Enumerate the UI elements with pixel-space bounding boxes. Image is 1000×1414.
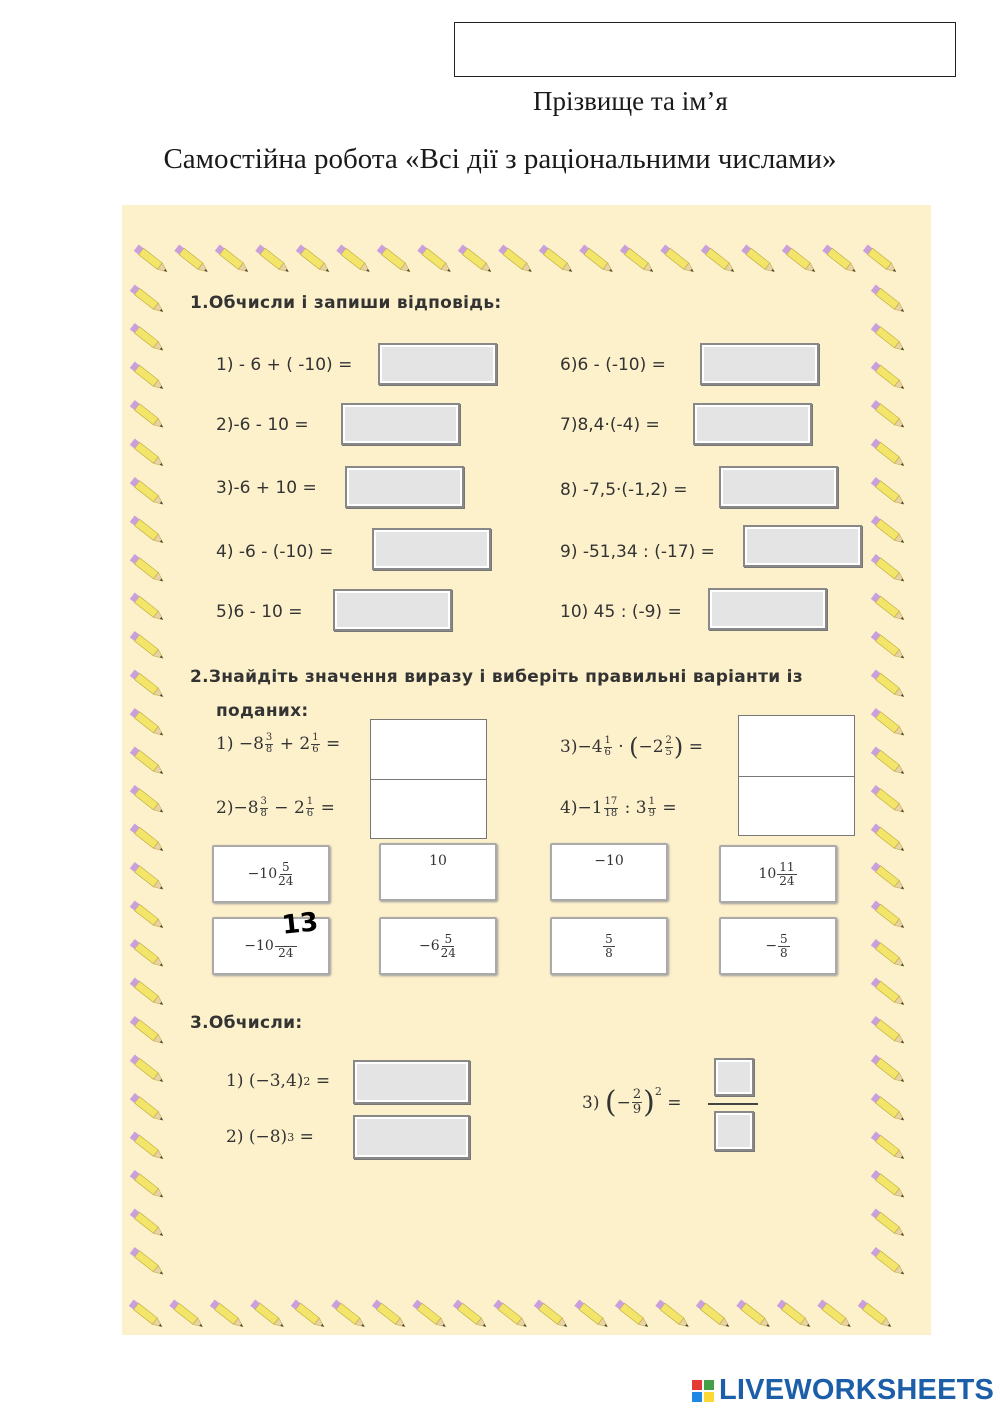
task3-answer-2[interactable] <box>353 1115 470 1159</box>
option-card-4[interactable]: 10 $\frac{11}{24}$ <box>719 845 837 903</box>
pencil-icon <box>130 901 166 931</box>
pencil-icon <box>453 1300 489 1330</box>
task3-item-2: 2) (−8) 3 = <box>226 1127 314 1147</box>
drop-box-3[interactable] <box>738 715 855 777</box>
pencil-icon <box>871 1093 907 1123</box>
pencil-icon <box>871 708 907 738</box>
pencil-icon <box>871 939 907 969</box>
pencil-icon <box>871 593 907 623</box>
name-input-box[interactable] <box>454 22 956 77</box>
answer-box-7[interactable] <box>693 403 812 445</box>
pencil-icon <box>871 785 907 815</box>
pencil-icon <box>620 245 656 275</box>
pencil-icon <box>130 1132 166 1162</box>
pencil-icon <box>130 554 166 584</box>
task1-item-5: 5)6 - 10 = <box>216 602 303 622</box>
answer-box-6[interactable] <box>700 343 819 385</box>
pencil-icon <box>871 1016 907 1046</box>
task2-expr-2: 2) −8 3 8 − 2 $\frac{1}{6}$ = <box>216 796 335 819</box>
pencil-icon <box>871 477 907 507</box>
fraction-bar <box>708 1103 758 1105</box>
pencil-icon <box>130 439 166 469</box>
pencil-icon <box>579 245 615 275</box>
pencil-icon <box>539 245 575 275</box>
pencil-icon <box>130 1055 166 1085</box>
pencil-icon <box>130 670 166 700</box>
pencil-icon <box>534 1300 570 1330</box>
logo-text: LIVEWORKSHEETS <box>719 1374 995 1406</box>
task2-expr-1: 1) −8 3 8 + 2 $\frac{1}{6}$ = <box>216 732 341 755</box>
task1-item-4: 4) -6 - (-10) = <box>216 542 334 562</box>
task3-answer-denominator[interactable] <box>714 1111 754 1151</box>
pencil-icon <box>130 477 166 507</box>
task1-item-8: 8) -7,5·(-1,2) = <box>560 480 688 500</box>
pencil-icon <box>655 1300 691 1330</box>
pencil-icon <box>871 901 907 931</box>
pencil-icon <box>130 708 166 738</box>
answer-box-8[interactable] <box>719 466 838 508</box>
name-label: Прізвище та ім’я <box>533 86 728 116</box>
task3-item-3: 3) ( − $\frac{2}{9}$ ) $^2$ = <box>582 1085 682 1120</box>
task3-heading: 3.Обчисли: <box>190 1013 303 1033</box>
pencil-icon <box>130 285 166 315</box>
option-card-2[interactable]: 10 <box>379 843 497 901</box>
pencil-icon <box>250 1300 286 1330</box>
drop-box-2[interactable] <box>370 779 487 839</box>
pencil-icon <box>372 1300 408 1330</box>
pencil-icon <box>871 1132 907 1162</box>
pencil-icon <box>871 362 907 392</box>
answer-box-4[interactable] <box>372 528 491 570</box>
option-card-3[interactable]: −10 <box>550 843 668 901</box>
pencil-icon <box>417 245 453 275</box>
pencil-icon <box>871 1055 907 1085</box>
pencil-icon <box>871 862 907 892</box>
worksheet-image <box>122 205 931 1335</box>
pencil-icon <box>130 323 166 353</box>
pencil-icon <box>871 978 907 1008</box>
pencil-icon <box>130 362 166 392</box>
answer-box-10[interactable] <box>708 588 827 630</box>
pencil-icon <box>701 245 737 275</box>
pencil-icon <box>296 245 332 275</box>
pencil-icon <box>336 245 372 275</box>
pencil-icon <box>210 1300 246 1330</box>
pencil-icon <box>817 1300 853 1330</box>
option-card-1[interactable]: −10 $\frac{5}{24}$ <box>212 845 330 903</box>
pencil-icon <box>291 1300 327 1330</box>
pencil-icon <box>377 245 413 275</box>
pencil-icon <box>871 1170 907 1200</box>
pencil-icon <box>822 245 858 275</box>
liveworksheets-logo <box>692 1374 994 1407</box>
pencil-icon <box>130 1209 166 1239</box>
pencil-icon <box>130 1247 166 1277</box>
pencil-icon <box>858 1300 894 1330</box>
pencil-icon <box>130 593 166 623</box>
pencil-icon <box>174 245 210 275</box>
pencil-icon <box>871 747 907 777</box>
pencil-icon <box>736 1300 772 1330</box>
pencil-icon <box>871 1247 907 1277</box>
task1-item-9: 9) -51,34 : (-17) = <box>560 542 715 562</box>
pencil-icon <box>458 245 494 275</box>
pencil-icon <box>863 245 899 275</box>
pencil-icon <box>871 670 907 700</box>
task3-answer-numerator[interactable] <box>714 1058 754 1096</box>
drop-box-1[interactable] <box>370 719 487 781</box>
option-card-8[interactable]: − $\frac{5}{8}$ <box>719 917 837 975</box>
pencil-icon <box>493 1300 529 1330</box>
task2-heading-cont: поданих: <box>216 701 309 721</box>
pencil-icon <box>134 245 170 275</box>
pencil-icon <box>130 978 166 1008</box>
pencil-icon <box>129 1300 165 1330</box>
task2-expr-3: 3) −4 1 6 · ( −2 2 5 ) = <box>560 733 703 761</box>
task2-heading: 2.Знайдіть значення виразу і виберіть правильні варіанти із <box>190 667 803 687</box>
task1-item-7: 7)8,4·(-4) = <box>560 415 660 435</box>
pencil-icon <box>696 1300 732 1330</box>
answer-box-5[interactable] <box>333 589 452 631</box>
pencil-icon <box>871 439 907 469</box>
answer-box-9[interactable] <box>743 525 862 567</box>
pencil-icon <box>871 285 907 315</box>
option-card-7[interactable]: $\frac{5}{8}$ <box>550 917 668 975</box>
pencil-icon <box>130 1170 166 1200</box>
pencil-icon <box>130 785 166 815</box>
task3-answer-1[interactable] <box>353 1060 470 1104</box>
task1-item-10: 10) 45 : (-9) = <box>560 602 682 622</box>
pencil-icon <box>130 939 166 969</box>
task2-expr-4: 4) −1 17 18 : 3 $\frac{1}{9}$ = <box>560 796 677 819</box>
task1-item-3: 3)-6 + 10 = <box>216 478 317 498</box>
drop-box-4[interactable] <box>738 776 855 836</box>
pencil-icon <box>412 1300 448 1330</box>
pencil-icon <box>871 1209 907 1239</box>
pencil-icon <box>169 1300 205 1330</box>
pencil-icon <box>777 1300 813 1330</box>
pencil-icon <box>871 631 907 661</box>
task1-heading: 1.Обчисли і запиши відповідь: <box>190 293 502 313</box>
pencil-icon <box>660 245 696 275</box>
task1-item-2: 2)-6 - 10 = <box>216 415 309 435</box>
logo-icon <box>692 1380 714 1402</box>
pencil-icon <box>574 1300 610 1330</box>
pencil-icon <box>871 400 907 430</box>
option-card-5[interactable]: −10 24 <box>212 917 330 975</box>
handwritten-mark: 13 <box>280 907 320 941</box>
pencil-icon <box>782 245 818 275</box>
pencil-icon <box>130 862 166 892</box>
pencil-icon <box>130 1093 166 1123</box>
task3-item-1: 1) (−3,4) 2 = <box>226 1071 331 1091</box>
pencil-icon <box>871 554 907 584</box>
option-card-6[interactable]: −6 $\frac{5}{24}$ <box>379 917 497 975</box>
task1-item-1: 1) - 6 + ( -10) = <box>216 355 353 375</box>
pencil-icon <box>871 323 907 353</box>
answer-box-1[interactable] <box>378 343 497 385</box>
pencil-icon <box>215 245 251 275</box>
pencil-icon <box>130 631 166 661</box>
pencil-icon <box>615 1300 651 1330</box>
pencil-icon <box>130 516 166 546</box>
page-title: Самостійна робота «Всі дії з раціональними числами» <box>163 143 837 175</box>
answer-box-2[interactable] <box>341 403 460 445</box>
pencil-icon <box>871 824 907 854</box>
pencil-icon <box>255 245 291 275</box>
pencil-icon <box>498 245 534 275</box>
pencil-icon <box>871 516 907 546</box>
pencil-icon <box>130 824 166 854</box>
pencil-icon <box>331 1300 367 1330</box>
pencil-icon <box>741 245 777 275</box>
pencil-icon <box>130 1016 166 1046</box>
answer-box-3[interactable] <box>345 466 464 508</box>
task1-item-6: 6)6 - (-10) = <box>560 355 666 375</box>
pencil-icon <box>130 747 166 777</box>
pencil-icon <box>130 400 166 430</box>
